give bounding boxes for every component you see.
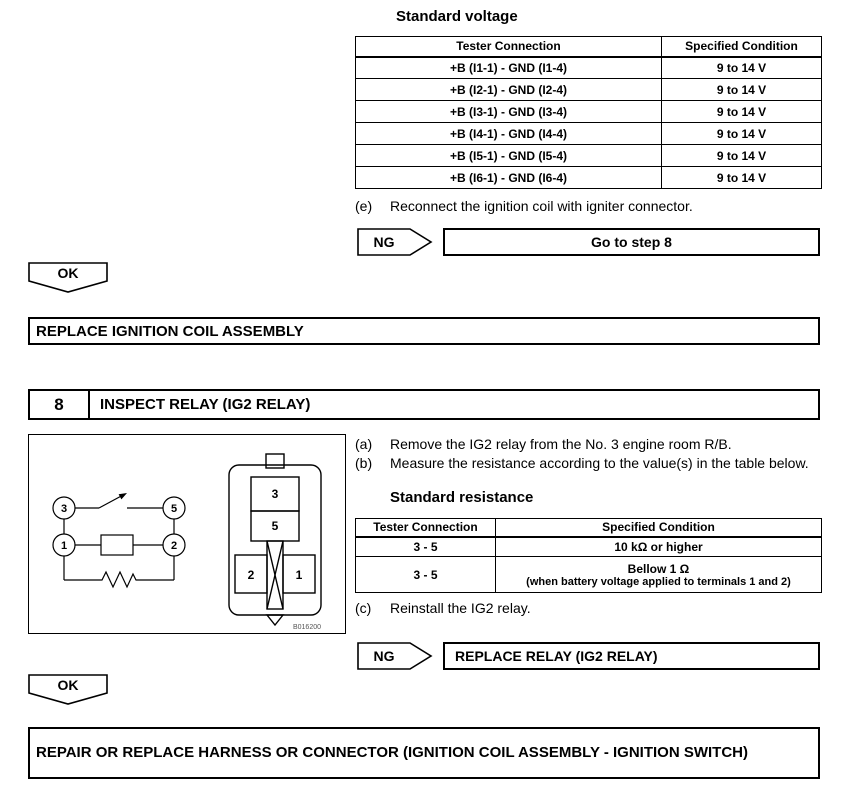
step-label: (c) (355, 600, 372, 616)
ng-action-text: Go to step 8 (591, 234, 672, 250)
switch-arrow-icon (119, 493, 127, 499)
result-text: REPLACE IGNITION COIL ASSEMBLY (36, 322, 304, 340)
ng-action-text: REPLACE RELAY (IG2 RELAY) (455, 648, 658, 664)
schematic-pin-1: 1 (60, 540, 68, 552)
procedure-step-b (355, 455, 821, 472)
resistance-table-header-row (356, 519, 822, 537)
condition-line-2: (when battery voltage applied to terminals 1 and 2) (526, 575, 791, 588)
ng-arrow-icon (357, 642, 433, 670)
step-text: Measure the resistance according to the value(s) in the table below. (390, 455, 809, 471)
table-row (356, 57, 822, 79)
table-row (356, 101, 822, 123)
specified-condition-cell: 9 to 14 V (662, 145, 822, 167)
relay-diagram (28, 434, 346, 634)
step-number: 8 (30, 391, 90, 418)
step-label: (a) (355, 436, 373, 452)
schematic-pin-3: 3 (60, 503, 68, 515)
procedure-step-a (355, 436, 821, 453)
specified-condition-cell: 9 to 14 V (662, 57, 822, 79)
specified-condition-cell: 10 kΩ or higher (496, 537, 822, 557)
connector-pin-2: 2 (247, 568, 255, 582)
ng-label: NG (373, 648, 395, 664)
ok-label: OK (57, 265, 79, 281)
voltage-section-title: Standard voltage (396, 8, 518, 25)
connector-pin-5: 5 (271, 519, 279, 533)
schematic-pin-5: 5 (170, 503, 178, 515)
step-label: (e) (355, 198, 373, 214)
procedure-step-c (355, 600, 821, 617)
tester-connection-cell: +B (I4-1) - GND (I4-4) (356, 123, 662, 145)
step-title: INSPECT RELAY (IG2 RELAY) (100, 396, 311, 413)
result-box-repair-harness (28, 727, 820, 779)
specified-condition-cell: 9 to 14 V (662, 79, 822, 101)
resistance-section-title: Standard resistance (390, 489, 534, 506)
ng-action-box (443, 228, 820, 256)
tester-connection-cell: 3 - 5 (356, 557, 496, 593)
table-row (356, 557, 822, 593)
tester-connection-cell: +B (I3-1) - GND (I3-4) (356, 101, 662, 123)
ng-label: NG (373, 234, 395, 250)
table-row (356, 79, 822, 101)
voltage-table-header-row (356, 37, 822, 57)
resistance-col-header-condition: Specified Condition (496, 519, 822, 537)
table-row (356, 167, 822, 189)
voltage-table (355, 36, 822, 189)
table-row (356, 123, 822, 145)
specified-condition-cell (496, 557, 822, 593)
tester-connection-cell: +B (I5-1) - GND (I5-4) (356, 145, 662, 167)
voltage-col-header-condition: Specified Condition (662, 37, 822, 57)
ok-arrow-icon (28, 262, 108, 293)
table-row (356, 537, 822, 557)
ok-arrow-icon (28, 674, 108, 705)
tester-connection-cell: 3 - 5 (356, 537, 496, 557)
connector-pin-3: 3 (271, 487, 279, 501)
tester-connection-cell: +B (I1-1) - GND (I1-4) (356, 57, 662, 79)
specified-condition-cell: 9 to 14 V (662, 101, 822, 123)
ng-action-box (443, 642, 820, 670)
result-box-replace-coil (28, 317, 820, 345)
step-text: Remove the IG2 relay from the No. 3 engine room R/B. (390, 436, 732, 452)
step-8-header (28, 389, 820, 420)
figure-id: B016200 (292, 624, 321, 631)
ok-label: OK (57, 677, 79, 693)
procedure-step-e (355, 198, 821, 215)
relay-diagram-svg (29, 435, 345, 633)
ng-arrow-icon (357, 228, 433, 256)
step-text: Reinstall the IG2 relay. (390, 600, 531, 616)
result-text: REPAIR OR REPLACE HARNESS OR CONNECTOR (IGNITION COIL ASSEMBLY - IGNITION SWITCH) (36, 744, 748, 761)
step-label: (b) (355, 455, 373, 471)
resistance-col-header-connection: Tester Connection (356, 519, 496, 537)
specified-condition-cell: 9 to 14 V (662, 167, 822, 189)
tester-connection-cell: +B (I6-1) - GND (I6-4) (356, 167, 662, 189)
resistance-table (355, 518, 822, 593)
tester-connection-cell: +B (I2-1) - GND (I2-4) (356, 79, 662, 101)
specified-condition-cell: 9 to 14 V (662, 123, 822, 145)
schematic-pin-2: 2 (170, 540, 178, 552)
step-text: Reconnect the ignition coil with igniter connector. (390, 198, 693, 214)
table-row (356, 145, 822, 167)
condition-line-1: Bellow 1 Ω (627, 561, 690, 576)
voltage-col-header-connection: Tester Connection (356, 37, 662, 57)
connector-pin-1: 1 (295, 568, 303, 582)
